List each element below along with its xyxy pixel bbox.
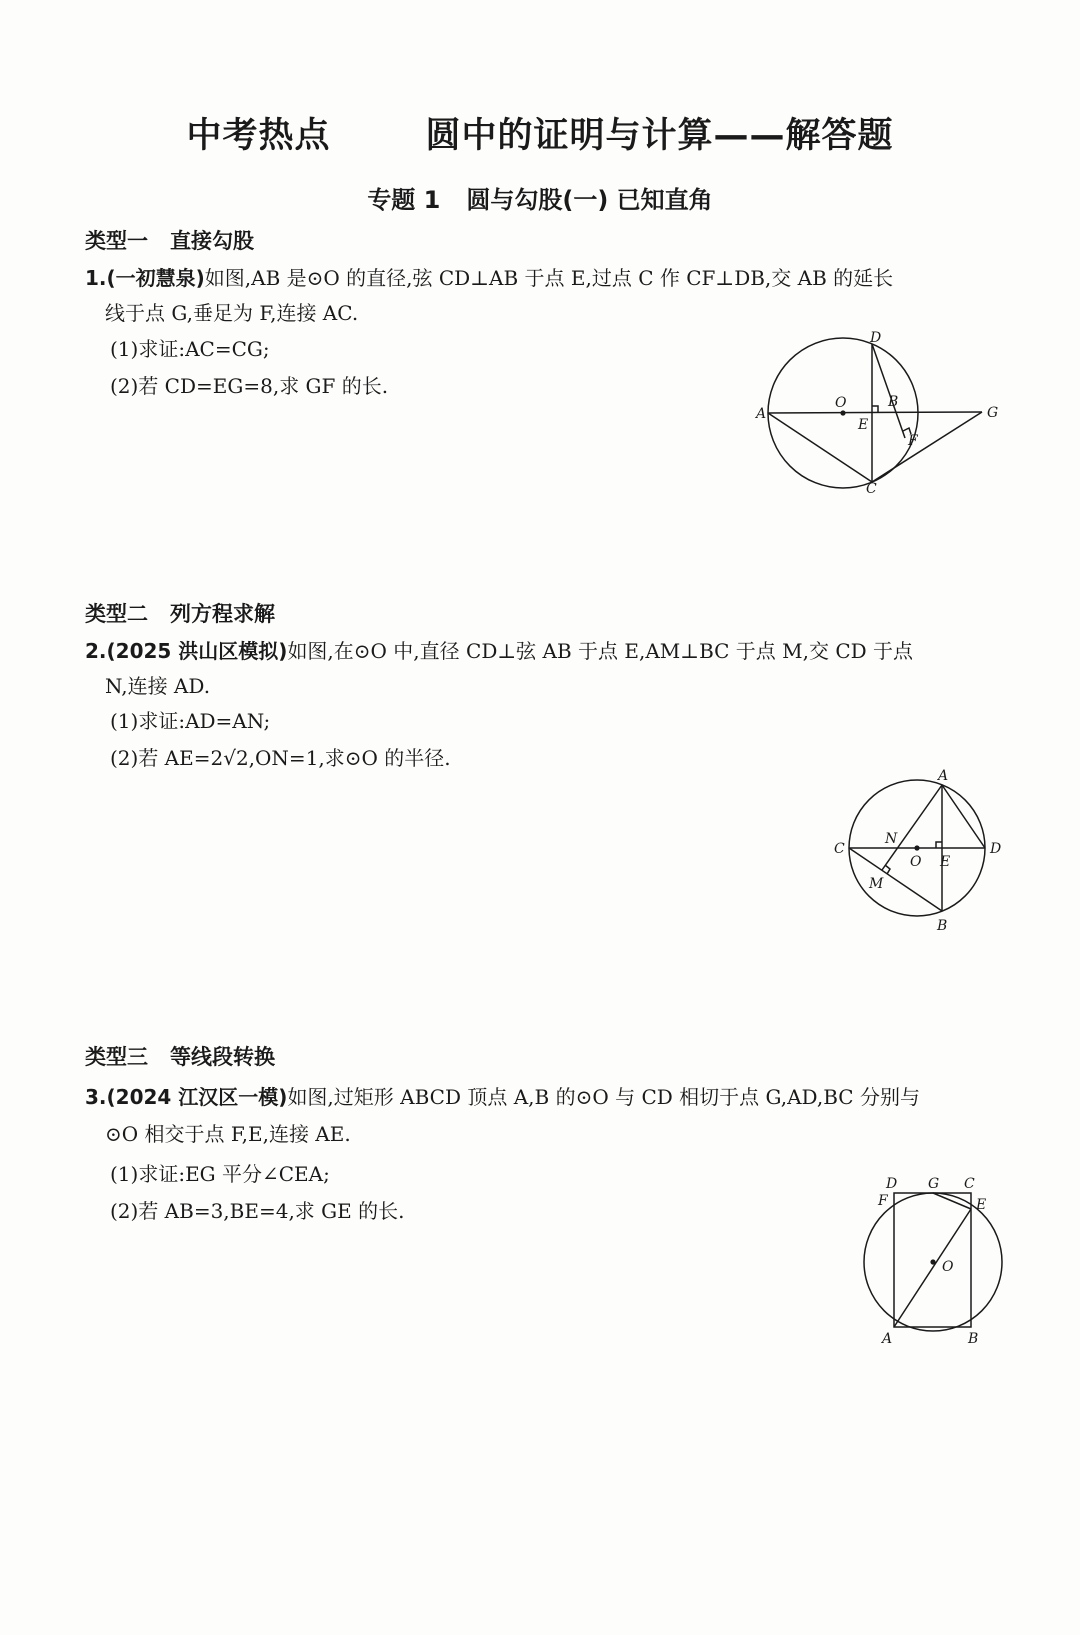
page-title [0, 108, 1080, 158]
label-e: E [858, 417, 869, 433]
line-df [872, 344, 905, 438]
title-left: 中考热点 [186, 116, 331, 156]
heading-num: 类型一 [85, 229, 148, 253]
segment-ae [894, 1209, 971, 1327]
problem-source: (2024 江汉区一模) [106, 1085, 288, 1109]
heading-num: 类型二 [85, 602, 148, 626]
label-e: E [940, 854, 951, 870]
label-m: M [869, 876, 884, 892]
label-c: C [964, 1176, 975, 1192]
heading-num: 类型三 [85, 1045, 148, 1069]
label-g: G [987, 405, 999, 421]
label-f: F [908, 433, 918, 449]
subtitle-text: 圆与勾股(一) 已知直角 [466, 186, 713, 214]
figure-2 [825, 758, 1015, 938]
problem-text: 如图,过矩形 ABCD 顶点 A,B 的⊙O 与 CD 相切于点 G,AD,BC 分别与 [287, 1085, 920, 1109]
label-a: A [882, 1331, 893, 1347]
problem-3-part-1: (1)求证:EG 平分∠CEA; [110, 1162, 330, 1186]
label-o: O [942, 1259, 954, 1275]
label-e: E [976, 1197, 987, 1213]
label-d: D [870, 330, 882, 346]
label-o: O [835, 395, 847, 411]
subtitle [0, 180, 1080, 215]
label-b: B [937, 918, 948, 934]
problem-number: 3. [85, 1085, 107, 1109]
segment-ad [942, 785, 985, 848]
section-heading-1 [85, 225, 254, 255]
problem-2-part-1: (1)求证:AD=AN; [110, 709, 271, 733]
title-right: 圆中的证明与计算——解答题 [425, 116, 894, 156]
figure-3 [850, 1148, 1030, 1368]
heading-text: 列方程求解 [170, 602, 275, 626]
center-dot [930, 1259, 935, 1264]
problem-text: 如图,在⊙O 中,直径 CD⊥弦 AB 于点 E,AM⊥BC 于点 M,交 CD 于点 [287, 639, 914, 663]
label-o: O [910, 854, 922, 870]
label-a: A [938, 768, 949, 784]
line-cg [872, 412, 982, 482]
label-d: D [886, 1176, 898, 1192]
label-b: B [968, 1331, 979, 1347]
right-angle-e [936, 842, 942, 848]
problem-number: 1. [85, 266, 107, 290]
problem-1-part-2: (2)若 CD=EG=8,求 GF 的长. [110, 374, 389, 398]
problem-source: (一初慧泉) [106, 266, 205, 290]
label-c: C [834, 841, 845, 857]
problem-3-part-2: (2)若 AB=3,BE=4,求 GE 的长. [110, 1199, 405, 1223]
heading-text: 直接勾股 [170, 229, 254, 253]
problem-2-line-2: N,连接 AD. [105, 674, 211, 698]
problem-3-line-1 [85, 1081, 920, 1110]
label-n: N [885, 831, 898, 847]
problem-2-part-2: (2)若 AE=2√2,ON=1,求⊙O 的半径. [110, 746, 451, 770]
heading-text: 等线段转换 [170, 1045, 275, 1069]
center-dot [914, 845, 919, 850]
section-heading-3 [85, 1041, 275, 1071]
problem-2-line-1 [85, 635, 913, 664]
figure-1 [756, 330, 1010, 497]
label-f: F [878, 1193, 888, 1209]
problem-3-line-2: ⊙O 相交于点 F,E,连接 AE. [105, 1122, 351, 1146]
segment-ac [768, 413, 872, 482]
problem-1-line-1 [85, 262, 893, 291]
subtitle-num: 专题 1 [367, 186, 441, 214]
problem-text: 如图,AB 是⊙O 的直径,弦 CD⊥AB 于点 E,过点 C 作 CF⊥DB,交 AB 的延长 [204, 266, 894, 290]
segment-cb [849, 848, 942, 911]
label-c: C [866, 481, 877, 497]
problem-1-line-2: 线于点 G,垂足为 F,连接 AC. [105, 301, 359, 325]
problem-source: (2025 洪山区模拟) [106, 639, 288, 663]
label-g: G [928, 1176, 940, 1192]
line-ag [768, 412, 982, 413]
problem-number: 2. [85, 639, 107, 663]
label-a: A [756, 406, 767, 422]
label-b: B [888, 394, 899, 410]
section-heading-2 [85, 598, 275, 628]
label-d: D [990, 841, 1002, 857]
problem-1-part-1: (1)求证:AC=CG; [110, 337, 270, 361]
center-dot [840, 410, 845, 415]
